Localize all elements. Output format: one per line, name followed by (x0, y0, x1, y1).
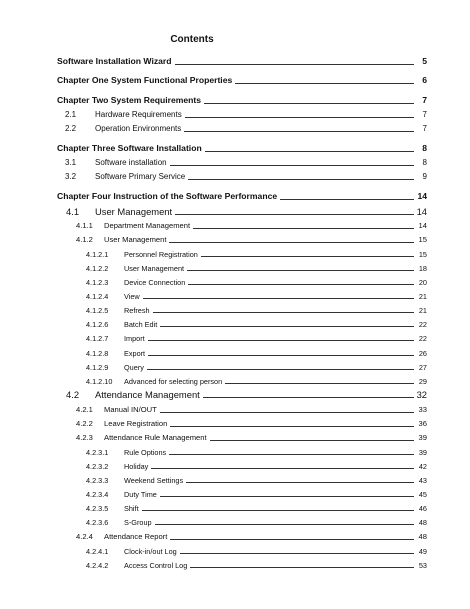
toc-page-number: 9 (422, 172, 427, 181)
toc-entry[interactable] (76, 220, 427, 230)
toc-entry-number: 4.1.2 (76, 235, 93, 245)
toc-leader-line (205, 151, 414, 152)
toc-entry-label: View (124, 291, 140, 301)
toc-entry[interactable] (76, 432, 427, 442)
toc-page-number: 33 (418, 405, 427, 415)
toc-entry-number: 4.2.3.5 (86, 503, 109, 513)
toc-entry-label: Personnel Registration (124, 249, 198, 259)
toc-entry-label: Department Management (104, 221, 191, 231)
toc-entry-label: Device Connection (124, 277, 186, 287)
toc-page-number: 8 (422, 143, 427, 154)
toc-leader-line (175, 64, 414, 65)
toc-leader-line (201, 256, 414, 257)
toc-leader-line (180, 553, 414, 554)
toc-page-number: 39 (418, 433, 427, 443)
toc-page-number: 26 (418, 348, 427, 358)
toc-entry[interactable] (76, 531, 427, 541)
toc-leader-line (204, 103, 414, 104)
toc-leader-line (193, 228, 414, 229)
toc-entry[interactable] (86, 318, 427, 328)
toc-page-number: 29 (418, 376, 427, 386)
toc-entry[interactable] (86, 361, 427, 371)
toc-page-number: 15 (418, 249, 427, 259)
toc-entry[interactable] (86, 248, 427, 258)
toc-entry[interactable] (76, 234, 427, 244)
toc-entry[interactable] (57, 143, 427, 153)
toc-page-number: 8 (422, 158, 427, 167)
toc-entry-number: 4.1.2.9 (86, 362, 109, 372)
toc-entry-number: 2.2 (65, 124, 77, 133)
toc-entry-number: 4.1.2.8 (86, 348, 109, 358)
toc-leader-line (155, 524, 414, 525)
toc-leader-line (225, 383, 414, 384)
toc-entry-label: Chapter Four Instruction of the Software Performance (57, 191, 278, 202)
toc-leader-line (170, 165, 414, 166)
toc-entry-label: Hardware Requirements (95, 110, 182, 119)
toc-leader-line (185, 117, 414, 118)
toc-page-number: 21 (418, 305, 427, 315)
toc-entry-number: 4.1.1 (76, 221, 93, 231)
toc-leader-line (148, 340, 414, 341)
toc-entry-number: 4.2.4 (76, 532, 93, 542)
toc-leader-line (160, 412, 414, 413)
toc-page-number: 14 (416, 205, 427, 217)
toc-entry-number: 3.2 (65, 172, 77, 181)
toc-page-number: 46 (418, 503, 427, 513)
toc-page-number: 48 (418, 517, 427, 527)
toc-entry-number: 3.1 (65, 158, 77, 167)
toc-entry[interactable] (86, 545, 427, 555)
toc-page-number: 22 (418, 333, 427, 343)
toc-leader-line (203, 397, 414, 398)
toc-leader-line (160, 326, 414, 327)
toc-leader-line (170, 426, 414, 427)
toc-leader-line (175, 214, 413, 215)
toc-page-number: 42 (418, 461, 427, 471)
toc-page-number: 45 (418, 489, 427, 499)
toc-entry-label: Weekend Settings (124, 475, 184, 485)
toc-entry-label: Advanced for selecting person (124, 376, 223, 386)
toc-entry[interactable] (57, 95, 427, 105)
toc-entry[interactable] (86, 276, 427, 286)
toc-entry-label: Attendance Management (95, 388, 200, 400)
toc-leader-line (148, 355, 414, 356)
toc-entry-label: Shift (124, 503, 139, 513)
toc-entry-number: 4.2.2 (76, 419, 93, 429)
toc-entry-label: User Management (124, 263, 185, 273)
toc-page-number: 20 (418, 277, 427, 287)
toc-page-number: 7 (422, 124, 427, 133)
toc-page-number: 5 (422, 56, 427, 67)
toc-entry[interactable] (86, 559, 427, 569)
toc-entry-number: 4.2.3.2 (86, 461, 109, 471)
toc-entry-number: 4.2 (66, 388, 80, 400)
toc-entry-number: 4.2.4.1 (86, 546, 109, 556)
toc-entry-number: 4.1.2.1 (86, 249, 109, 259)
toc-entry-label: Rule Options (124, 447, 167, 457)
toc-page-number: 6 (422, 75, 427, 86)
toc-entry[interactable] (76, 404, 427, 414)
toc-entry-label: User Management (95, 205, 173, 217)
toc-entry-label: S-Group (124, 517, 152, 527)
toc-entry-number: 2.1 (65, 110, 77, 119)
toc-page-number: 53 (418, 560, 427, 570)
toc-entry[interactable] (86, 516, 427, 526)
toc-entry-number: 4.1.2.6 (86, 319, 109, 329)
toc-leader-line (153, 312, 414, 313)
toc-entry-label: User Management (104, 235, 167, 245)
toc-entry-label: Clock-in/out Log (124, 546, 177, 556)
toc-leader-line (186, 482, 414, 483)
toc-leader-line (170, 539, 414, 540)
toc-leader-line (235, 83, 414, 84)
toc-page-number: 36 (418, 419, 427, 429)
toc-page-number: 32 (416, 388, 427, 400)
toc-entry-number: 4.2.1 (76, 405, 93, 415)
toc-entry-label: Batch Edit (124, 319, 158, 329)
toc-entry[interactable] (66, 389, 427, 399)
toc-entry-label: Access Control Log (124, 560, 188, 570)
toc-leader-line (184, 131, 414, 132)
toc-entry[interactable] (65, 157, 427, 167)
toc-entry[interactable] (57, 75, 427, 85)
toc-entry-number: 4.2.3 (76, 433, 93, 443)
toc-page-number: 7 (422, 95, 427, 106)
toc-entry-label: Attendance Rule Management (104, 433, 207, 443)
toc-entry-number: 4.1 (66, 205, 80, 217)
toc-leader-line (187, 270, 414, 271)
toc-entry[interactable] (86, 474, 427, 484)
toc-entry-number: 4.2.3.4 (86, 489, 109, 499)
toc-title: Contents (170, 34, 214, 45)
toc-leader-line (142, 510, 414, 511)
toc-entry-label: Software installation (95, 158, 167, 167)
toc-entry-label: Chapter One System Functional Properties (57, 75, 233, 86)
toc-entry-number: 4.2.4.2 (86, 560, 109, 570)
toc-entry-label: Holiday (124, 461, 149, 471)
toc-entry[interactable] (86, 488, 427, 498)
toc-entry-label: Leave Registration (104, 419, 168, 429)
toc-leader-line (210, 440, 414, 441)
toc-leader-line (280, 199, 414, 200)
toc-entry-number: 4.1.2.7 (86, 333, 109, 343)
toc-entry-label: Refresh (124, 305, 150, 315)
toc-page-number: 14 (417, 191, 427, 202)
toc-entry[interactable] (86, 304, 427, 314)
toc-page-number: 43 (418, 475, 427, 485)
toc-entry-label: Attendance Report (104, 532, 168, 542)
toc-entry[interactable] (65, 123, 427, 133)
toc-page-number: 14 (418, 221, 427, 231)
toc-page-number: 22 (418, 319, 427, 329)
toc-entry[interactable] (76, 418, 427, 428)
toc-entry-number: 4.2.3.6 (86, 517, 109, 527)
toc-entry[interactable] (57, 191, 427, 201)
toc-page-number: 49 (418, 546, 427, 556)
toc-page-number: 39 (418, 447, 427, 457)
toc-entry-number: 4.1.2.2 (86, 263, 109, 273)
toc-leader-line (169, 242, 414, 243)
toc-entry[interactable] (86, 502, 427, 512)
toc-leader-line (188, 284, 414, 285)
toc-entry[interactable] (66, 206, 427, 216)
toc-page-number: 48 (418, 532, 427, 542)
toc-page-number: 7 (422, 110, 427, 119)
toc-entry-number: 4.2.3.1 (86, 447, 109, 457)
toc-page-number: 21 (418, 291, 427, 301)
toc-entry-label: Manual IN/OUT (104, 405, 157, 415)
toc-entry[interactable] (86, 347, 427, 357)
toc-page-number: 15 (418, 235, 427, 245)
toc-leader-line (160, 496, 414, 497)
toc-entry[interactable] (65, 171, 427, 181)
toc-entry-label: Software Installation Wizard (57, 56, 172, 67)
toc-entry[interactable] (86, 446, 427, 456)
toc-entry-number: 4.2.3.3 (86, 475, 109, 485)
toc-entry[interactable] (86, 375, 427, 385)
toc-leader-line (169, 454, 414, 455)
toc-entry-number: 4.1.2.10 (86, 376, 113, 386)
toc-page-number: 18 (418, 263, 427, 273)
toc-entry-label: Duty Time (124, 489, 157, 499)
toc-entry-label: Import (124, 333, 145, 343)
toc-entry[interactable] (86, 332, 427, 342)
toc-leader-line (147, 369, 414, 370)
toc-entry[interactable] (86, 262, 427, 272)
toc-entry-number: 4.1.2.5 (86, 305, 109, 315)
toc-leader-line (151, 468, 414, 469)
toc-leader-line (188, 179, 414, 180)
toc-entry-label: Export (124, 348, 146, 358)
toc-entry-label: Chapter Two System Requirements (57, 95, 202, 106)
toc-entry[interactable] (86, 290, 427, 300)
toc-page-number: 27 (418, 362, 427, 372)
toc-entry[interactable] (57, 56, 427, 66)
toc-leader-line (143, 298, 414, 299)
toc-entry-label: Operation Environments (95, 124, 182, 133)
toc-entry-number: 4.1.2.4 (86, 291, 109, 301)
toc-entry-label: Query (124, 362, 144, 372)
toc-entry[interactable] (86, 460, 427, 470)
toc-entry[interactable] (65, 109, 427, 119)
toc-leader-line (190, 567, 414, 568)
toc-entry-label: Software Primary Service (95, 172, 186, 181)
toc-entry-label: Chapter Three Software Installation (57, 143, 202, 154)
toc-entry-number: 4.1.2.3 (86, 277, 109, 287)
